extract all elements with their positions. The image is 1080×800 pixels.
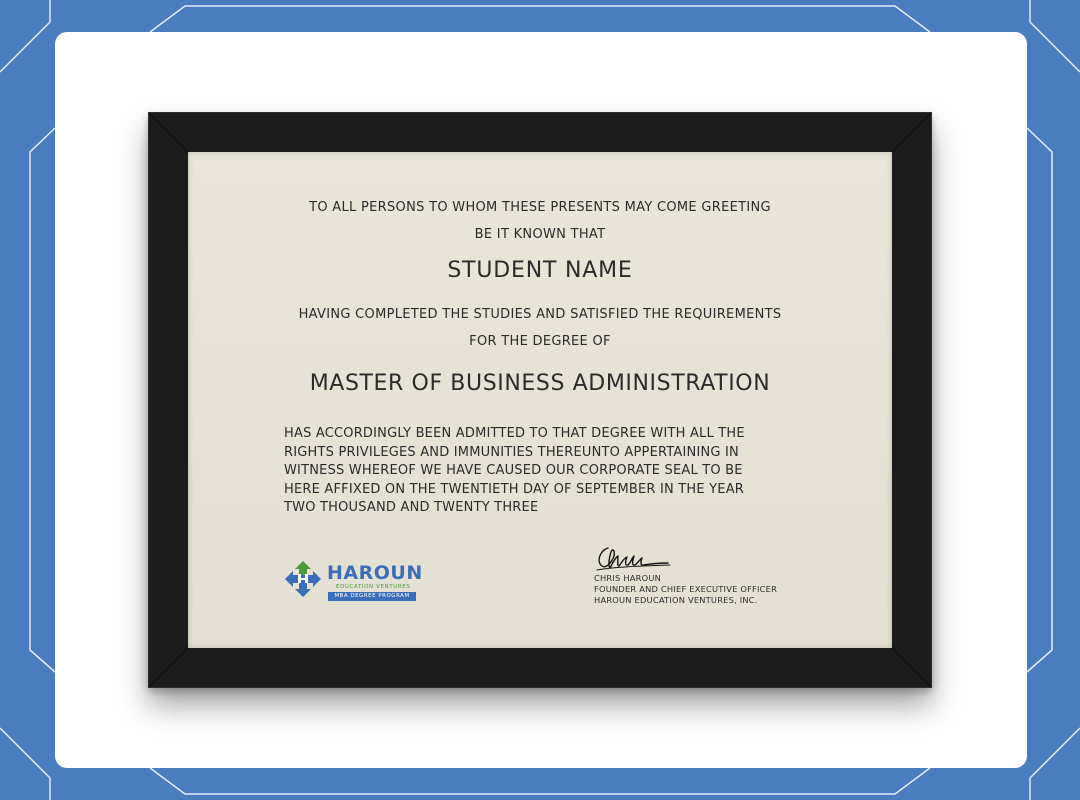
arrows-h-icon: [284, 560, 322, 598]
body-line: TWO THOUSAND AND TWENTY THREE: [284, 500, 539, 515]
for-degree-text: FOR THE DEGREE OF: [469, 334, 611, 349]
logo-name: HAROUN: [327, 562, 423, 584]
signatory-title: FOUNDER AND CHIEF EXECUTIVE OFFICER: [594, 584, 778, 594]
logo-badge: MBA DEGREE PROGRAM: [328, 592, 416, 601]
certificate-paper: [188, 152, 892, 648]
body-line: WITNESS WHEREOF WE HAVE CAUSED OUR CORPORATE SEAL TO BE: [284, 463, 743, 478]
body-line: HERE AFFIXED ON THE TWENTIETH DAY OF SEPTEMBER IN THE YEAR: [284, 481, 745, 497]
body-line: HAS ACCORDINGLY BEEN ADMITTED TO THAT DEGREE WITH ALL THE: [284, 426, 745, 441]
certificate-body: [284, 425, 804, 518]
completed-text: HAVING COMPLETED THE STUDIES AND SATISFIED THE REQUIREMENTS: [298, 307, 782, 322]
known-text: BE IT KNOWN THAT: [474, 227, 606, 242]
greeting-text: TO ALL PERSONS TO WHOM THESE PRESENTS MAY COME GREETING: [309, 200, 771, 215]
body-line: RIGHTS PRIVILEGES AND IMMUNITIES THEREUNTO APPERTAINING IN: [284, 444, 739, 460]
logo-subtitle: EDUCATION VENTURES: [336, 584, 411, 590]
haroun-logo: [284, 560, 444, 610]
signatory-company: HAROUN EDUCATION VENTURES, INC.: [594, 595, 758, 605]
student-name: STUDENT NAME: [447, 258, 633, 283]
degree-title: MASTER OF BUSINESS ADMINISTRATION: [309, 371, 771, 396]
signature-icon: [594, 544, 674, 574]
signatory-name: CHRIS HAROUN: [594, 573, 662, 583]
signatory-block: [594, 573, 777, 606]
